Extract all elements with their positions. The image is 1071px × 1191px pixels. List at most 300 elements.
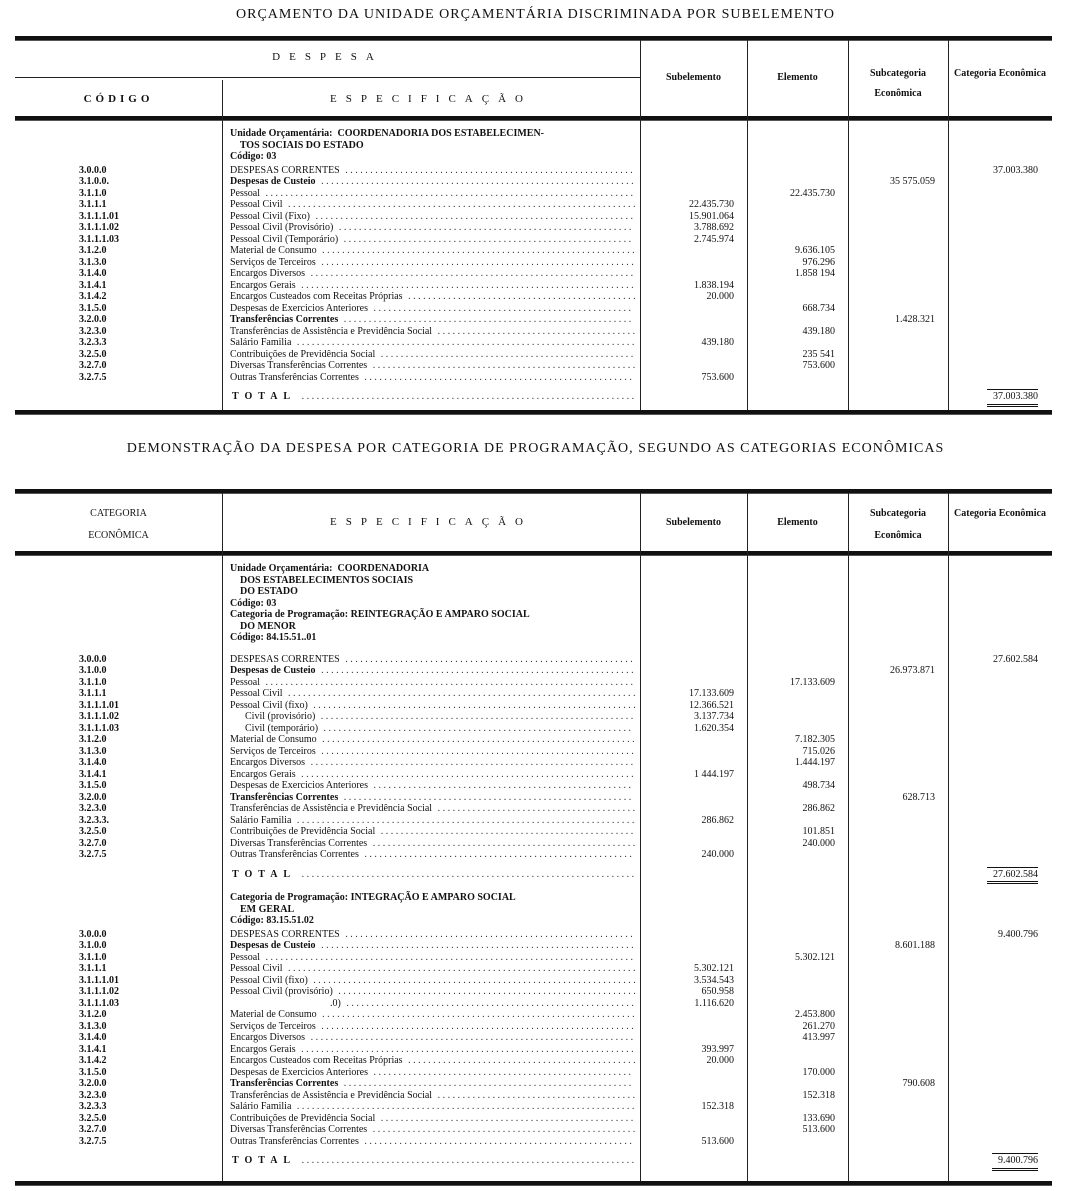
dot-leader: . . . . . . . . . . . . . . . . . . . . . . . . . . . . . . . . . . . . . . . . . . . . . . . . . . . . . . . . . . . . . . . . . . . bbox=[299, 1155, 635, 1166]
table-row bbox=[15, 780, 1052, 792]
dot-leader: . . . . . . . . . . . . . . . . . . . . . . . . . . . . . . . . . . . . . . . . . . . . . . . . . . . . . . . . . . . . . . . bbox=[319, 1009, 635, 1020]
gap bbox=[139, 1009, 224, 1021]
table-row bbox=[15, 314, 1052, 326]
gap bbox=[139, 963, 224, 975]
gap bbox=[139, 372, 224, 384]
subcategoria-value bbox=[845, 975, 945, 987]
row-code: 3.1.3.0 bbox=[79, 745, 107, 757]
elemento-value bbox=[744, 291, 845, 303]
dot-leader: . . . . . . . . . . . . . . . . . . . . . . . . . . . . . . . . . . . . . . . . . . . . . . . . . . . . . . . . . . bbox=[343, 997, 634, 1009]
subelemento-value bbox=[640, 1078, 744, 1090]
elemento-value: 498.734 bbox=[802, 780, 835, 791]
row-specification bbox=[224, 188, 640, 200]
row-code: 3.1.4.0 bbox=[79, 1032, 107, 1043]
table-row bbox=[15, 257, 1052, 269]
dot-leader: . . . . . . . . . . . . . . . . . . . . . . . . . . . . . . . . . . . . . . . . bbox=[435, 1089, 636, 1101]
row-label: Pessoal Civil bbox=[230, 963, 283, 974]
gap bbox=[139, 391, 224, 403]
table-body bbox=[15, 128, 1052, 403]
table-row bbox=[15, 1055, 1052, 1067]
budget-block bbox=[15, 563, 1052, 880]
subelemento-value bbox=[640, 803, 744, 815]
subelemento-value bbox=[640, 940, 744, 952]
gap bbox=[139, 792, 224, 804]
row-label: Outras Transferências Correntes bbox=[230, 1135, 359, 1147]
subcategoria-value bbox=[845, 360, 945, 372]
subcategoria-value bbox=[845, 303, 945, 315]
categoria-value bbox=[945, 1113, 1048, 1125]
row-label: Salário Familia bbox=[230, 337, 292, 348]
row-label: Transferências Correntes bbox=[230, 791, 339, 803]
dot-leader: . . . . . . . . . . . . . . . . . . . . . . . . . . . . . . . . . . . . . . . . . . . . . . . . . . . . . . . . . . . . . . . . . bbox=[308, 757, 634, 768]
row-specification bbox=[224, 803, 640, 815]
elemento-value bbox=[744, 199, 845, 211]
row-specification bbox=[224, 280, 640, 292]
row-label: Material de Consumo bbox=[230, 245, 317, 256]
budget-block bbox=[15, 128, 1052, 403]
gap bbox=[139, 1090, 224, 1102]
gap bbox=[139, 349, 224, 361]
preamble-line: Código: 03 bbox=[230, 151, 277, 162]
subcategoria-value bbox=[845, 1155, 945, 1167]
row-label: Encargos Gerais bbox=[230, 768, 296, 780]
row-code: 3.2.3.3. bbox=[79, 814, 109, 826]
subelemento-value bbox=[640, 757, 744, 769]
gap bbox=[139, 986, 224, 998]
header-elemento: Elemento bbox=[777, 72, 818, 83]
row-specification bbox=[224, 723, 640, 735]
row-specification bbox=[224, 869, 640, 881]
categoria-value bbox=[945, 314, 1048, 326]
row-label: Diversas Transferências Correntes bbox=[230, 360, 368, 371]
subcategoria-value bbox=[845, 165, 945, 177]
dot-leader: . . . . . . . . . . . . . . . . . . . . . . . . . . . . . . . . . . . . . . . . . . . . . . . . . . . . . . . . . . . . . . . bbox=[319, 734, 635, 745]
categoria-value bbox=[945, 723, 1048, 735]
spacer bbox=[15, 861, 1052, 869]
subcategoria-value: 790.608 bbox=[902, 1078, 935, 1089]
categoria-value: 9.400.796 bbox=[998, 928, 1038, 940]
row-label: Pessoal Civil (Temporário) bbox=[230, 233, 339, 245]
dot-leader: . . . . . . . . . . . . . . . . . . . . . . . . . . . . . . . . . . . . . . . . . . . . . . . . . . . . . . . . . . . . . . . bbox=[318, 1020, 634, 1032]
gap bbox=[139, 677, 224, 689]
subcategoria-value bbox=[845, 1009, 945, 1021]
elemento-value bbox=[744, 176, 845, 188]
gap bbox=[139, 826, 224, 838]
subcategoria-value bbox=[845, 1021, 945, 1033]
subelemento-value bbox=[640, 326, 744, 338]
table-row bbox=[15, 998, 1052, 1010]
categoria-value bbox=[945, 1021, 1048, 1033]
subcategoria-value bbox=[845, 211, 945, 223]
subcategoria-value: 8.601.188 bbox=[895, 940, 935, 951]
table-row bbox=[15, 700, 1052, 712]
table-row bbox=[15, 723, 1052, 735]
row-specification bbox=[224, 234, 640, 246]
categoria-value bbox=[945, 303, 1048, 315]
elemento-value: 2.453.800 bbox=[795, 1009, 835, 1020]
gap bbox=[139, 165, 224, 177]
subelemento-value: 15.901.064 bbox=[689, 210, 734, 222]
row-specification bbox=[224, 291, 640, 303]
subcategoria-value bbox=[845, 838, 945, 850]
row-label: Despesas de Exercicios Anteriores bbox=[230, 302, 369, 314]
subcategoria-value bbox=[845, 677, 945, 689]
row-label: Outras Transferências Correntes bbox=[230, 849, 359, 860]
row-code: 3.1.1.0 bbox=[79, 676, 107, 688]
subcategoria-value bbox=[845, 826, 945, 838]
dot-leader: . . . . . . . . . . . . . . . . . . . . . . . . . . . . . . . . . . . . . . . . . . . . . . . . . . . bbox=[378, 1112, 634, 1124]
categoria-value bbox=[945, 222, 1048, 234]
table-row bbox=[15, 326, 1052, 338]
gap bbox=[139, 723, 224, 735]
row-label: Despesas de Custeio bbox=[230, 176, 316, 187]
row-label: Outras Transferências Correntes bbox=[230, 371, 359, 383]
subelemento-value: 22.435.730 bbox=[689, 199, 734, 210]
categoria-value bbox=[945, 372, 1048, 384]
gap bbox=[139, 234, 224, 246]
dot-leader: . . . . . . . . . . . . . . . . . . . . . . . . . . . . . . . . . . . . . . . . . . . . . . . . . . . . . . . . . . . . . . . . . . . . . . . . . . bbox=[263, 676, 633, 688]
table-row bbox=[15, 360, 1052, 372]
subelemento-value bbox=[640, 665, 744, 677]
row-code: 3.1.4.1 bbox=[79, 279, 107, 291]
subelemento-value: 439.180 bbox=[701, 337, 734, 348]
categoria-value bbox=[945, 803, 1048, 815]
budget-by-subelement-table bbox=[15, 36, 1052, 416]
subelemento-value: 152.318 bbox=[701, 1101, 734, 1112]
row-code: 3.2.5.0 bbox=[79, 826, 107, 837]
table-row bbox=[15, 952, 1052, 964]
row-specification bbox=[224, 711, 640, 723]
gap bbox=[139, 838, 224, 850]
row-code: 3.2.0.0 bbox=[79, 1078, 107, 1089]
row-label: Pessoal bbox=[230, 187, 260, 199]
table-row bbox=[15, 1067, 1052, 1079]
row-code: 3.2.7.5 bbox=[79, 371, 107, 383]
row-code bbox=[15, 391, 139, 403]
dot-leader: . . . . . . . . . . . . . . . . . . . . . . . . . . . . . . . . . . . . . . . . . . . . . . . . . . . . . . . . . . . . . . . . . . . . bbox=[294, 814, 635, 826]
gap bbox=[139, 849, 224, 861]
gap bbox=[139, 769, 224, 781]
gap bbox=[139, 1155, 224, 1167]
budget-block bbox=[15, 892, 1052, 1167]
dot-leader: . . . . . . . . . . . . . . . . . . . . . . . . . . . . . . . . . . . . . . . . . . . . . . . . . . . . bbox=[371, 780, 632, 791]
subcategoria-value bbox=[845, 803, 945, 815]
elemento-value: 513.600 bbox=[802, 1124, 835, 1135]
preamble-line: DO ESTADO bbox=[230, 586, 298, 597]
subelemento-value: 3.137.734 bbox=[694, 711, 734, 722]
table-row bbox=[15, 268, 1052, 280]
total-row bbox=[15, 869, 1052, 881]
dot-leader: . . . . . . . . . . . . . . . . . . . . . . . . . . . . . . . . . . . . . . . . . . . . . . . . . . . . . . . . . . . . . . . . . bbox=[310, 974, 636, 986]
elemento-value bbox=[744, 372, 845, 384]
row-code: 3.1.5.0 bbox=[79, 302, 107, 314]
subelemento-value: 1.620.354 bbox=[694, 722, 734, 734]
gap bbox=[139, 1113, 224, 1125]
table-row bbox=[15, 303, 1052, 315]
dot-leader: . . . . . . . . . . . . . . . . . . . . . . . . . . . . . . . . . . . . . . . . . . . . . . . . . . . . . . bbox=[361, 1135, 632, 1147]
row-label: Transferências de Assistência e Previdência Social bbox=[230, 1089, 433, 1101]
row-label: Pessoal Civil (Provisório) bbox=[230, 222, 334, 233]
row-label: Salário Familia bbox=[230, 814, 292, 826]
preamble-line: Código: 03 bbox=[230, 597, 277, 609]
row-specification bbox=[224, 372, 640, 384]
subelemento-value bbox=[640, 391, 744, 403]
elemento-value bbox=[744, 654, 845, 666]
row-code: 3.1.1.1.02 bbox=[79, 222, 119, 233]
gap bbox=[139, 268, 224, 280]
elemento-value bbox=[744, 723, 845, 735]
categoria-value bbox=[945, 1067, 1048, 1079]
row-code: 3.1.1.0 bbox=[79, 187, 107, 199]
elemento-value bbox=[744, 234, 845, 246]
row-label: Encargos Gerais bbox=[230, 279, 296, 291]
subelemento-value bbox=[640, 176, 744, 188]
row-specification bbox=[224, 1067, 640, 1079]
row-specification bbox=[224, 1055, 640, 1067]
row-code: 3.2.7.0 bbox=[79, 1124, 107, 1135]
gap bbox=[139, 665, 224, 677]
row-specification bbox=[224, 1124, 640, 1136]
subelemento-value: 20.000 bbox=[706, 291, 734, 302]
row-label: Contribuições de Previdência Social bbox=[230, 348, 376, 360]
elemento-value bbox=[744, 869, 845, 881]
subelemento-value bbox=[640, 1067, 744, 1079]
row-specification bbox=[224, 176, 640, 188]
subcategoria-value bbox=[845, 245, 945, 257]
row-specification bbox=[224, 1032, 640, 1044]
elemento-value: 413.997 bbox=[802, 1032, 835, 1043]
subcategoria-value bbox=[845, 757, 945, 769]
subcategoria-value bbox=[845, 700, 945, 712]
elemento-value bbox=[744, 769, 845, 781]
gap bbox=[139, 1124, 224, 1136]
categoria-value bbox=[945, 1078, 1048, 1090]
elemento-value: 439.180 bbox=[802, 325, 835, 337]
row-code: 3.2.3.0 bbox=[79, 325, 107, 337]
gap bbox=[139, 280, 224, 292]
dot-leader: . . . . . . . . . . . . . . . . . . . . . . . . . . . . . . . . . . . . . . . . . . . . . . bbox=[405, 1055, 636, 1066]
gap bbox=[139, 746, 224, 758]
row-specification bbox=[224, 1044, 640, 1056]
dot-leader: . . . . . . . . . . . . . . . . . . . . . . . . . . . . . . . . . . . . . . . . . . . . . . . . . . . . . . . . . . bbox=[341, 314, 632, 325]
categoria-value bbox=[945, 257, 1048, 269]
categoria-value: 27.602.584 bbox=[993, 653, 1038, 665]
elemento-value: 133.690 bbox=[802, 1112, 835, 1124]
table-row bbox=[15, 986, 1052, 998]
dot-leader: . . . . . . . . . . . . . . . . . . . . . . . . . . . . . . . . . . . . . . . . . . . . . . . . . . . . . . . . . . . . . . . bbox=[318, 176, 634, 187]
subcategoria-value bbox=[845, 1090, 945, 1102]
gap bbox=[139, 869, 224, 881]
row-label: DESPESAS CORRENTES bbox=[230, 164, 340, 176]
subcategoria-value bbox=[845, 280, 945, 292]
subcategoria-value bbox=[845, 711, 945, 723]
subcategoria-value bbox=[845, 769, 945, 781]
subcategoria-value: 35 575.059 bbox=[890, 176, 935, 187]
subelemento-value bbox=[640, 869, 744, 881]
table-row bbox=[15, 826, 1052, 838]
subelemento-value bbox=[640, 314, 744, 326]
elemento-value: 976.296 bbox=[802, 256, 835, 268]
row-code: 3.1.5.0 bbox=[79, 780, 107, 791]
categoria-value bbox=[945, 188, 1048, 200]
row-specification bbox=[224, 1136, 640, 1148]
categoria-value bbox=[945, 952, 1048, 964]
subcategoria-value bbox=[845, 199, 945, 211]
dot-leader: . . . . . . . . . . . . . . . . . . . . . . . . . . . . . . . . . . . . . . . . . . . . . . . . . . . . . . . . . . . . . . . . . . . bbox=[298, 279, 634, 291]
subelemento-value: 240.000 bbox=[701, 849, 734, 860]
row-code: 3.0.0.0 bbox=[79, 653, 107, 665]
divider bbox=[15, 77, 640, 78]
elemento-value bbox=[744, 940, 845, 952]
preamble-line: EM GERAL bbox=[230, 903, 295, 915]
row-code: 3.1.1.1 bbox=[79, 963, 107, 974]
subelemento-value bbox=[640, 165, 744, 177]
table-row bbox=[15, 677, 1052, 689]
table-body bbox=[15, 563, 1052, 1167]
elemento-value bbox=[744, 337, 845, 349]
subelemento-value: 5.302.121 bbox=[694, 963, 734, 974]
row-code: 3.2.3.3 bbox=[79, 1101, 107, 1112]
subcategoria-value bbox=[845, 998, 945, 1010]
subelemento-value bbox=[640, 1009, 744, 1021]
gap bbox=[139, 257, 224, 269]
dot-leader: . . . . . . . . . . . . . . . . . . . . . . . . . . . . . . . . . . . . . . . . . . . . . . . . . . . . . . . . . . . . . . . bbox=[319, 245, 635, 256]
row-label: Diversas Transferências Correntes bbox=[230, 1124, 368, 1135]
categoria-value bbox=[945, 337, 1048, 349]
subcategoria-value bbox=[845, 188, 945, 200]
table-row bbox=[15, 734, 1052, 746]
row-specification bbox=[224, 1009, 640, 1021]
row-code: 3.1.0.0 bbox=[79, 940, 107, 951]
row-specification bbox=[224, 952, 640, 964]
row-label: Contribuições de Previdência Social bbox=[230, 1112, 376, 1124]
categoria-value bbox=[945, 734, 1048, 746]
row-label: Encargos Diversos bbox=[230, 268, 306, 279]
table-row bbox=[15, 372, 1052, 384]
total-label: TOTAL bbox=[232, 391, 297, 402]
header-categoria: Categoria Econômica bbox=[954, 508, 1046, 519]
elemento-value bbox=[744, 222, 845, 234]
row-code: 3.1.1.1 bbox=[79, 688, 107, 699]
row-label: Civil (provisório) bbox=[230, 711, 316, 722]
row-label: Pessoal Civil (provisório) bbox=[230, 986, 333, 997]
categoria-value bbox=[945, 199, 1048, 211]
gap bbox=[139, 940, 224, 952]
subcategoria-value bbox=[845, 929, 945, 941]
table-row bbox=[15, 1044, 1052, 1056]
elemento-value bbox=[744, 1078, 845, 1090]
dot-leader: . . . . . . . . . . . . . . . . . . . . . . . . . . . . . . . . . . . . . . . . . . . . . . . . . . . . . . . . . . . . . . bbox=[321, 722, 632, 734]
row-label: Pessoal Civil (fixo) bbox=[230, 699, 308, 711]
gap bbox=[139, 700, 224, 712]
table-row bbox=[15, 188, 1052, 200]
subcategoria-value bbox=[845, 723, 945, 735]
row-specification bbox=[224, 337, 640, 349]
subelemento-value bbox=[640, 245, 744, 257]
gap bbox=[139, 975, 224, 987]
elemento-value bbox=[744, 815, 845, 827]
table-row bbox=[15, 746, 1052, 758]
gap bbox=[139, 337, 224, 349]
row-code: 3.1.1.1 bbox=[79, 199, 107, 210]
row-code: 3.1.3.0 bbox=[79, 256, 107, 268]
gap bbox=[139, 360, 224, 372]
row-code bbox=[15, 869, 139, 881]
row-specification bbox=[224, 199, 640, 211]
dot-leader: . . . . . . . . . . . . . . . . . . . . . . . . . . . . . . . . . . . . . . . . . . . . . . . . . . . . . . . . . . . . . . . bbox=[318, 711, 634, 722]
header-especificacao: ESPECIFICAÇÃO bbox=[330, 516, 532, 528]
elemento-value: 668.734 bbox=[802, 302, 835, 314]
categoria-value bbox=[945, 815, 1048, 827]
table-row bbox=[15, 929, 1052, 941]
total-row bbox=[15, 1155, 1052, 1167]
row-code: 3.1.1.0 bbox=[79, 951, 107, 963]
header-subelemento: Subelemento bbox=[666, 517, 721, 528]
categoria-value bbox=[945, 349, 1048, 361]
subcategoria-value bbox=[845, 291, 945, 303]
subelemento-value bbox=[640, 257, 744, 269]
row-specification bbox=[224, 314, 640, 326]
preamble-line: Categoria de Programação: INTEGRAÇÃO E AMPARO SOCIAL bbox=[230, 892, 516, 903]
subelemento-value: 1.116.620 bbox=[694, 997, 734, 1009]
header-codigo: CÓDIGO bbox=[83, 93, 154, 105]
row-code: 3.1.1.1.01 bbox=[79, 974, 119, 986]
total-row bbox=[15, 391, 1052, 403]
row-specification bbox=[224, 940, 640, 952]
dot-leader: . . . . . . . . . . . . . . . . . . . . . . . . . . . . . . . . . . . . . . . . . . . . . . . . . . . . . . . . . . . . . . . . . . . . bbox=[294, 1101, 635, 1112]
gap bbox=[139, 803, 224, 815]
dot-leader: . . . . . . . . . . . . . . . . . . . . . . . . . . . . . . . . . . . . . . . . . . . . . . . . . . . . . . . . . . bbox=[341, 1078, 632, 1089]
dot-leader: . . . . . . . . . . . . . . . . . . . . . . . . . . . . . . . . . . . . . . . . . . . . . . . . . . . . . . . . . . bbox=[342, 928, 633, 940]
dot-leader: . . . . . . . . . . . . . . . . . . . . . . . . . . . . . . . . . . . . . . . . . . . . . . bbox=[405, 291, 636, 302]
dot-leader: . . . . . . . . . . . . . . . . . . . . . . . . . . . . . . . . . . . . . . . . . . . . . . . . . . . . . . . . . . . . . . . . . . . . . . bbox=[285, 199, 636, 210]
row-specification bbox=[224, 349, 640, 361]
row-label: Serviços de Terceiros bbox=[230, 745, 316, 757]
row-label: Serviços de Terceiros bbox=[230, 256, 316, 268]
subcategoria-value bbox=[845, 257, 945, 269]
table-row bbox=[15, 222, 1052, 234]
elemento-value bbox=[744, 975, 845, 987]
gap bbox=[139, 222, 224, 234]
subelemento-value bbox=[640, 360, 744, 372]
dot-leader: . . . . . . . . . . . . . . . . . . . . . . . . . . . . . . . . . . . . . . . . . . . . . . . . . . . . . . . . . . . . . . . . . . . bbox=[299, 868, 635, 880]
categoria-value bbox=[945, 963, 1048, 975]
row-label: Material de Consumo bbox=[230, 1009, 317, 1020]
categoria-value bbox=[945, 826, 1048, 838]
dot-leader: . . . . . . . . . . . . . . . . . . . . . . . . . . . . . . . . . . . . . . . . . . . . . . . . . . . . . . . . . . . bbox=[336, 222, 632, 233]
table-row bbox=[15, 654, 1052, 666]
subcategoria-value: 26.973.871 bbox=[890, 665, 935, 676]
elemento-value bbox=[744, 280, 845, 292]
row-code: 3.0.0.0 bbox=[79, 164, 107, 176]
categoria-value bbox=[945, 975, 1048, 987]
elemento-value: 170.000 bbox=[802, 1066, 835, 1078]
categoria-value bbox=[945, 1032, 1048, 1044]
row-specification bbox=[224, 654, 640, 666]
expense-by-program-table bbox=[15, 489, 1052, 1189]
row-code: 3.1.1.1.03 bbox=[79, 997, 119, 1009]
table-row bbox=[15, 803, 1052, 815]
categoria-value bbox=[945, 1009, 1048, 1021]
row-specification bbox=[224, 780, 640, 792]
elemento-value: 5.302.121 bbox=[795, 951, 835, 963]
subcategoria-value: 1.428.321 bbox=[895, 314, 935, 325]
table-row bbox=[15, 1136, 1052, 1148]
dot-leader: . . . . . . . . . . . . . . . . . . . . . . . . . . . . . . . . . . . . . . . . . . . . . . . . . . . . bbox=[371, 302, 632, 314]
row-specification bbox=[224, 245, 640, 257]
preamble-line: Unidade Orçamentária: COORDENADORIA DOS ESTABELECIMEN- bbox=[230, 128, 544, 139]
total-label: TOTAL bbox=[232, 1155, 297, 1166]
